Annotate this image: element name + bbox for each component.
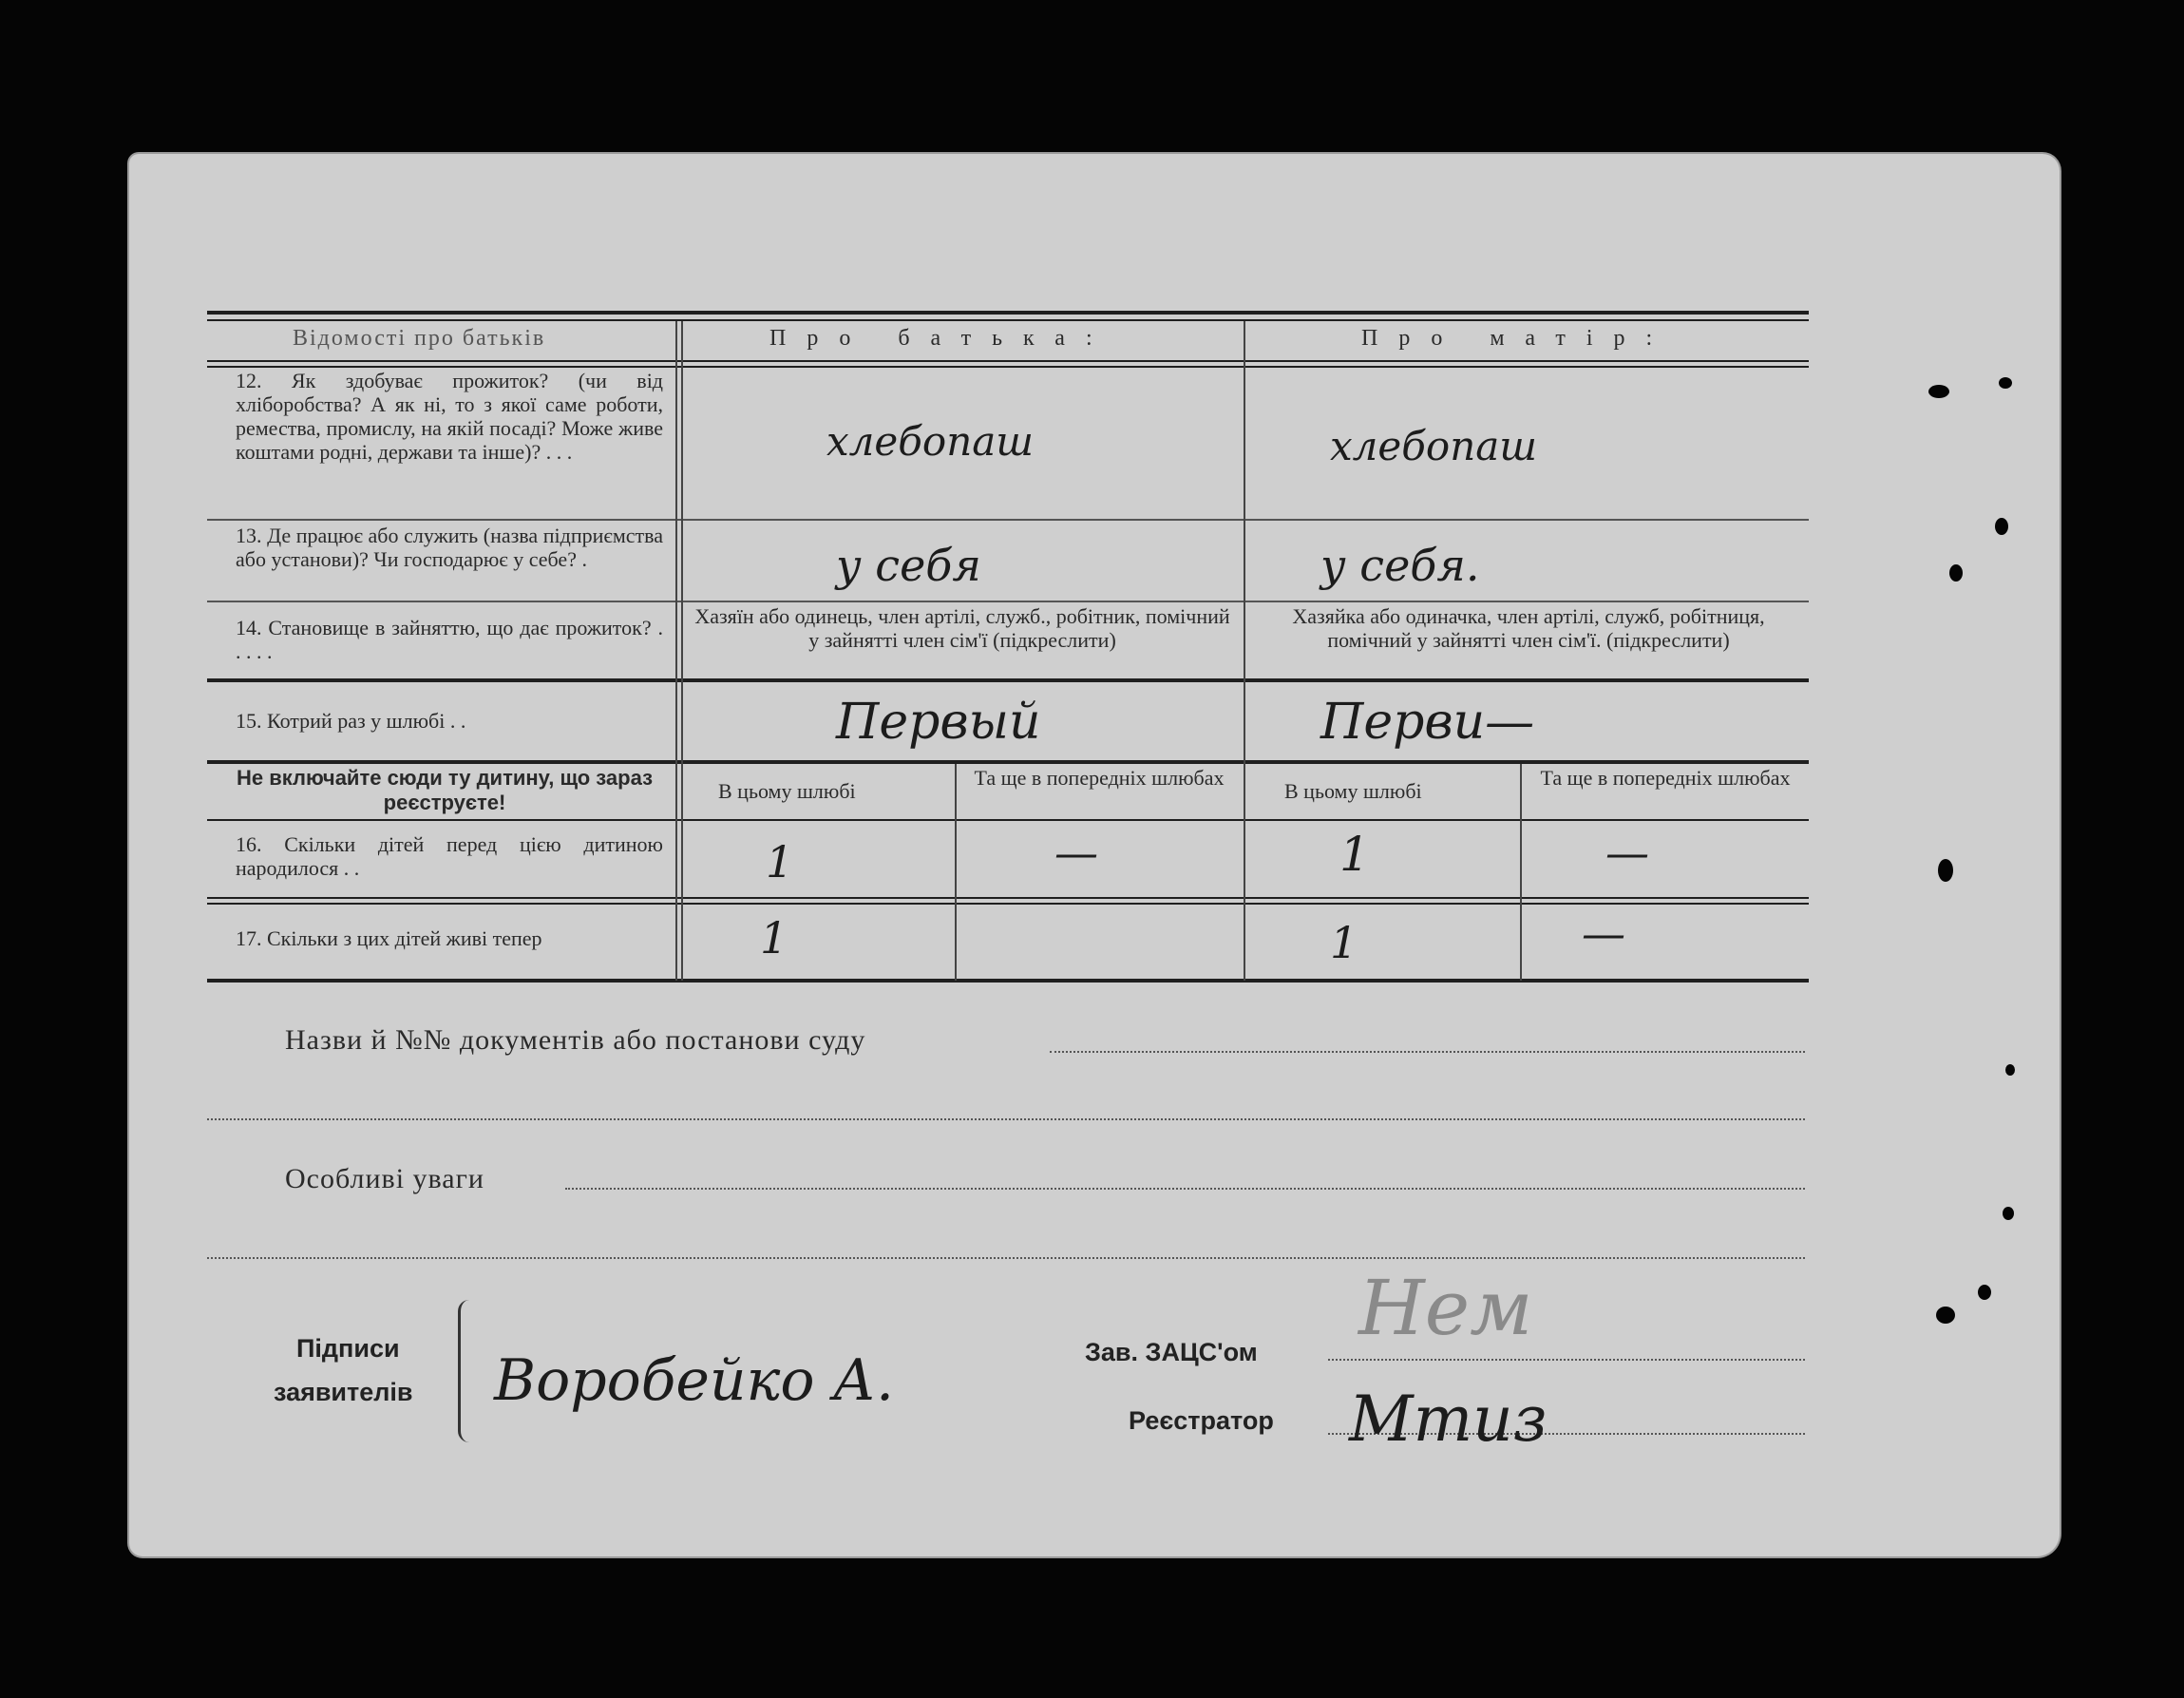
row13-rule: [207, 601, 1809, 602]
col-divider-3: [955, 764, 957, 981]
q16-father-this: 1: [766, 836, 794, 887]
row16-rule: [207, 897, 1809, 899]
children-note: Не включайте сюди ту дитину, що зараз реєструєте!: [236, 766, 654, 814]
q12-father-answer: хлебопаш: [826, 418, 1035, 465]
row15-rule: [207, 760, 1809, 764]
remarks-label: Особливі уваги: [285, 1163, 484, 1194]
documents-label: Назви й №№ документів або постанови суду: [285, 1024, 866, 1056]
head-signature-line: [1328, 1359, 1805, 1361]
q17-label: 17. Скільки з цих дітей живі тепер: [236, 926, 542, 950]
q13-mother-answer: у себя.: [1320, 540, 1480, 591]
mother-col-this-marriage: В цьому шлюбі: [1284, 779, 1422, 803]
q13-father-answer: у себя: [836, 540, 981, 591]
q14-mother-options: Хазяйка або одиначка, член артілі, служб, робітниця, помічний у зайнятті член сім'ї. (підкреслити): [1292, 604, 1765, 652]
header-col2: Про матір:: [1361, 326, 1674, 351]
col-divider-1: [675, 321, 677, 981]
col-divider-1b: [681, 321, 683, 981]
col-divider-4: [1520, 764, 1522, 981]
remarks-line-1: [565, 1188, 1805, 1190]
header-col0: Відомості про батьків: [293, 326, 546, 351]
row16-rule-2: [207, 903, 1809, 905]
q16-mother-this: 1: [1339, 827, 1370, 882]
q15-father-answer: Первый: [836, 694, 1041, 751]
row14-rule: [207, 678, 1809, 682]
q17-mother-this: 1: [1330, 917, 1358, 968]
registrar-label: Реєстратор: [1129, 1406, 1274, 1435]
header-col1: Про батька:: [769, 326, 1113, 351]
father-col-this-marriage: В цьому шлюбі: [718, 779, 856, 803]
applicants-label-line2: заявителів: [274, 1378, 413, 1406]
row12-rule: [207, 519, 1809, 521]
table-bottom-rule: [207, 979, 1809, 983]
q14-label: 14. Становище в зайняттю, що дає прожиток? . . . . .: [236, 616, 663, 663]
head-signature: Нем: [1358, 1264, 1533, 1352]
applicant-signature: Воробейко А.: [494, 1347, 895, 1414]
q16-father-prev: —: [1054, 827, 1098, 878]
registrar-signature: Мтиз: [1349, 1383, 1548, 1456]
q14-father-options: Хазяїн або одинець, член артілі, служб., робітник, помічний у зайнятті член сім'ї (підкреслити): [694, 604, 1230, 652]
father-col-prev-marriages: Та ще в попередніх шлюбах: [974, 766, 1225, 790]
q16-mother-prev: —: [1605, 827, 1649, 878]
remarks-line-2: [207, 1257, 1805, 1259]
q12-mother-answer: хлебопаш: [1330, 423, 1538, 469]
q15-label: 15. Котрий раз у шлюбі . .: [236, 709, 466, 733]
documents-line-2: [207, 1118, 1805, 1120]
col-divider-2: [1244, 321, 1245, 981]
header-bottom-rule-2: [207, 366, 1809, 368]
head-label: Зав. ЗАЦС'ом: [1085, 1338, 1258, 1366]
header-bottom-rule: [207, 360, 1809, 362]
children-header-rule: [207, 819, 1809, 821]
q17-mother-prev: —: [1582, 907, 1625, 959]
mother-col-prev-marriages: Та ще в попередніх шлюбах: [1540, 766, 1791, 790]
signature-brace: [458, 1300, 474, 1442]
q16-label: 16. Скільки дітей перед цією дитиною народилося . .: [236, 832, 663, 880]
q12-label: 12. Як здобуває прожиток? (чи від хліборобства? А як ні, то з якої саме роботи, ремества, промислу, на якій посаді? Може живе коштами родні, держави та інше)? . . .: [236, 369, 663, 464]
q15-mother-answer: Перви—: [1320, 694, 1535, 751]
applicants-label-line1: Підписи: [296, 1334, 400, 1363]
table-top-rule: [207, 311, 1809, 315]
q13-label: 13. Де працює або служить (назва підприємства або установи)? Чи господарює у себе? .: [236, 524, 663, 571]
q17-father-this: 1: [760, 912, 788, 963]
documents-line-1: [1050, 1051, 1805, 1053]
table-top-rule-2: [207, 319, 1809, 321]
